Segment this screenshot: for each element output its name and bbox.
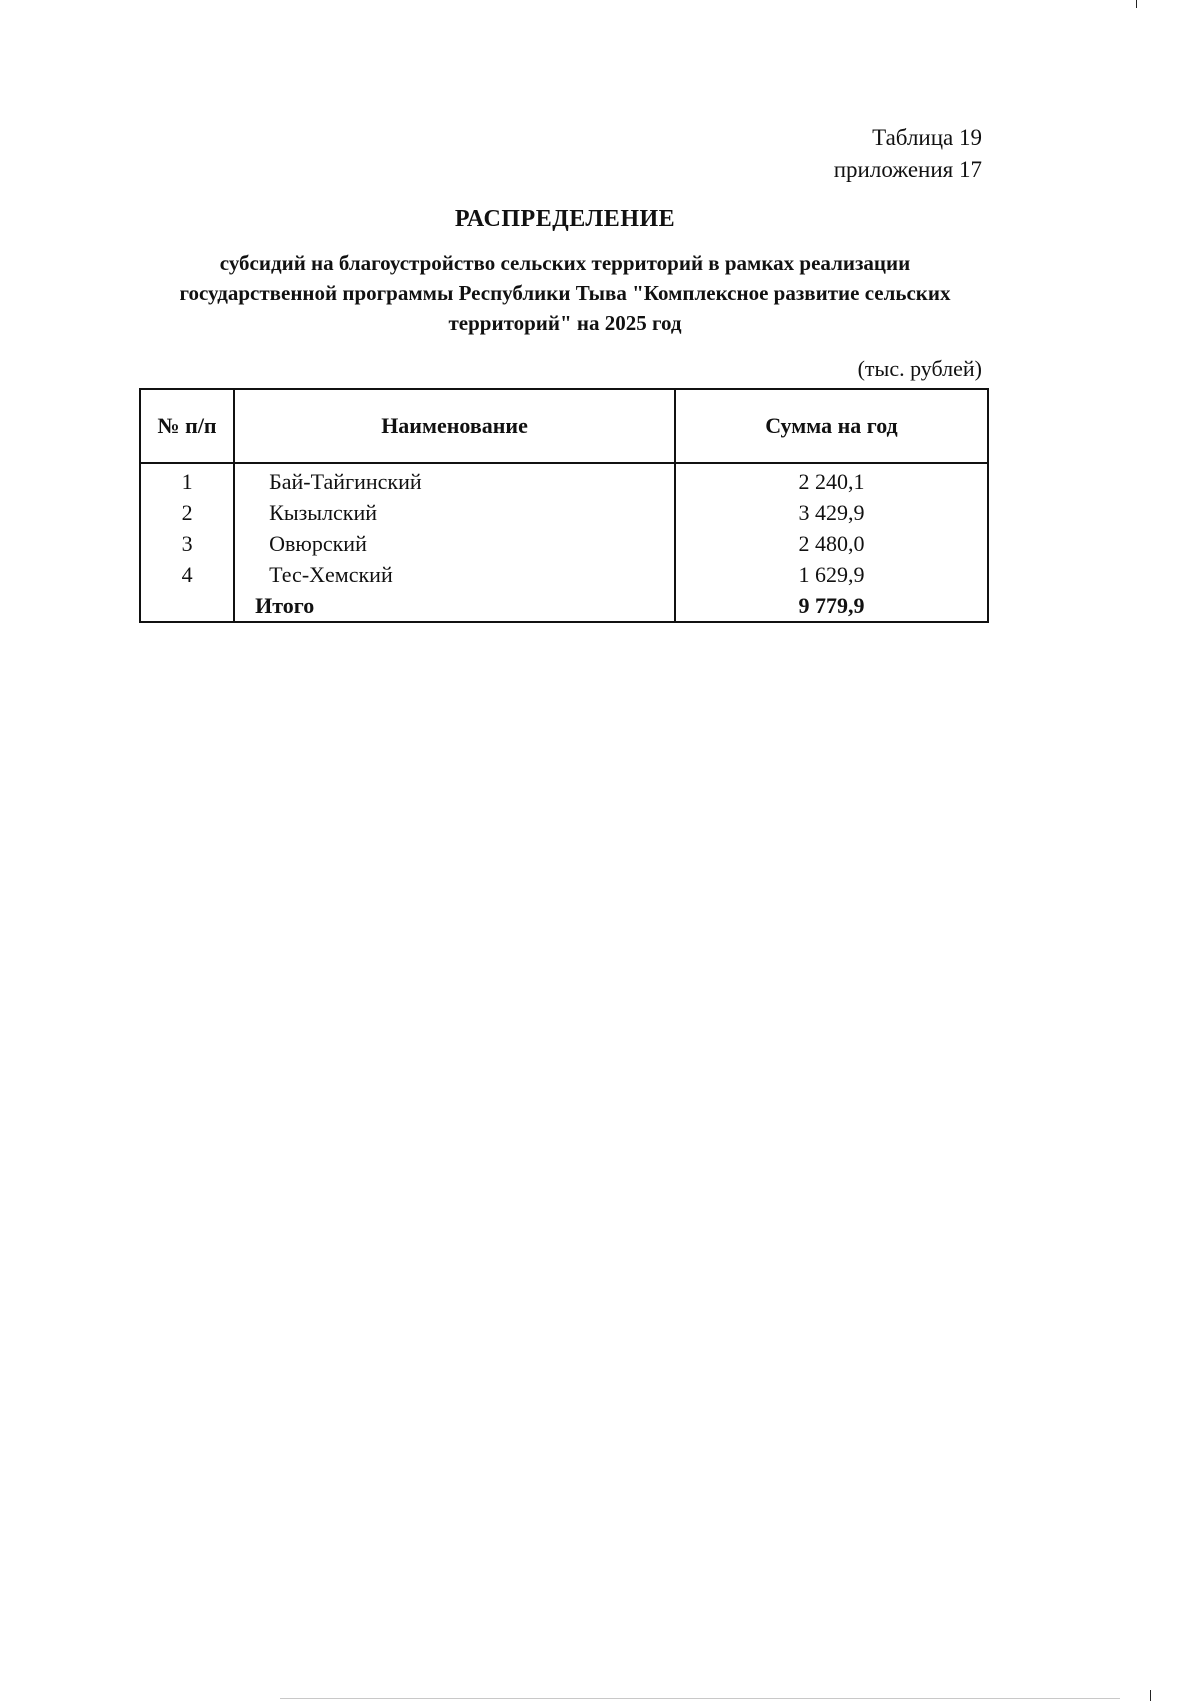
total-row — [140, 590, 988, 622]
column-header-sum: Сумма на год — [675, 389, 988, 463]
table-row — [140, 528, 988, 559]
units-label: (тыс. рублей) — [857, 356, 982, 381]
subtitle-line: субсидий на благоустройство сельских территорий в рамках реализации — [219, 251, 911, 275]
column-header-number: № п/п — [140, 389, 234, 463]
total-sum: 9 779,9 — [675, 590, 988, 622]
row-sum: 2 480,0 — [675, 528, 988, 559]
subtitle-line: государственной программы Республики Тыва "Комплексное развитие сельских — [179, 281, 951, 305]
row-name: Кызылский — [234, 497, 675, 528]
subtitle-line: территорий" на 2025 год — [448, 311, 682, 335]
total-number — [140, 590, 234, 622]
table-number: Таблица 19 — [872, 125, 982, 150]
row-sum: 1 629,9 — [675, 559, 988, 590]
row-sum: 3 429,9 — [675, 497, 988, 528]
row-name: Тес-Хемский — [234, 559, 675, 590]
row-number: 2 — [140, 497, 234, 528]
table-row — [140, 497, 988, 528]
scan-artifact — [1136, 0, 1137, 8]
document-title: РАСПРЕДЕЛЕНИЕ — [454, 206, 676, 232]
row-number: 1 — [140, 463, 234, 497]
row-name: Бай-Тайгинский — [234, 463, 675, 497]
scan-artifact — [1150, 1690, 1151, 1701]
document-subtitle — [135, 248, 995, 338]
column-header-name: Наименование — [234, 389, 675, 463]
row-name: Овюрский — [234, 528, 675, 559]
scan-artifact — [280, 1698, 1120, 1699]
table-reference — [834, 122, 982, 186]
total-label: Итого — [234, 590, 675, 622]
table-row — [140, 463, 988, 497]
row-number: 4 — [140, 559, 234, 590]
row-sum: 2 240,1 — [675, 463, 988, 497]
row-number: 3 — [140, 528, 234, 559]
distribution-table — [139, 388, 989, 623]
table-row — [140, 559, 988, 590]
appendix-number: приложения 17 — [833, 157, 982, 182]
table-header-row — [140, 389, 988, 463]
